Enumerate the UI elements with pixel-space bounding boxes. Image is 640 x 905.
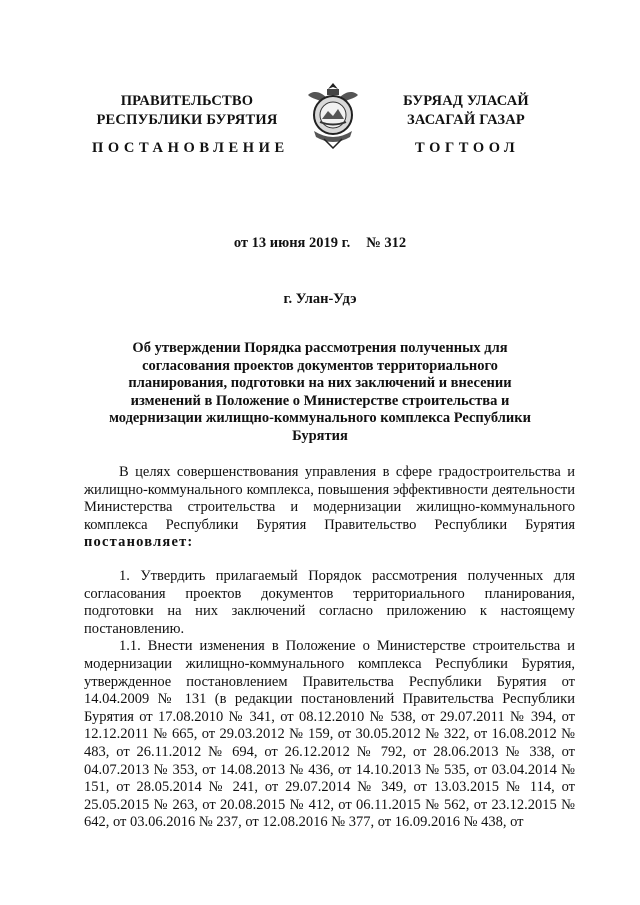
preamble-text: В целях совершенствования управления в сфере градостроительства и жилищно-коммунального комплекса, повышения эффективности деятельности Министерства строительства и модернизации жилищно-коммунального комплекса Республики Бурятия Правительство Республики Бурятия: [84, 464, 575, 533]
item-1-paragraph: 1. Утвердить прилагаемый Порядок рассмотрения полученных для согласования проектов документов территориального планирования, подготовки на них заключений согласно приложению к настоящему постановлению.: [84, 567, 575, 637]
coat-of-arms-emblem-icon: [300, 81, 366, 149]
date-line: [0, 235, 640, 252]
decree-subject-title: Об утверждении Порядка рассмотрения полученных для согласования проектов документов территориального планирования, подготовки на них заключений и внесении изменений в Положение о Министерстве строительства и модернизации жилищно-коммунального комплекса Республики Бурятия: [109, 340, 531, 444]
decree-title-ru: ПОСТАНОВЛЕНИЕ: [92, 140, 289, 156]
header-left-line2: РЕСПУБЛИКИ БУРЯТИЯ: [96, 112, 278, 128]
header-right-line2: ЗАСАГАЙ ГАЗАР: [407, 112, 525, 128]
item-1-1-paragraph: 1.1. Внести изменения в Положение о Министерстве строительства и модернизации жилищно-коммунального комплекса Республики Бурятия, утвержденное постановлением Правительства Республики Бурятия от 14.04.2009 № 131 (в редакции постановлений Правительства Республики Бурятия от 17.08.2010 № 341, от 08.12.2010 № 538, от 29.07.2011 № 394, от 12.12.2011 № 665, от 29.03.2012 № 159, от 30.05.2012 № 322, от 16.08.2012 № 483, от 26.11.2012 № 694, от 26.12.2012 № 792, от 28.06.2013 № 338, от 04.07.2013 № 353, от 14.08.2013 № 436, от 14.10.2013 № 535, от 03.04.2014 № 151, от 28.05.2014 № 241, от 29.07.2014 № 349, от 13.03.2015 № 114, от 25.05.2015 № 263, от 20.08.2015 № 412, от 06.11.2015 № 562, от 23.12.2015 № 642, от 03.06.2016 № 237, от 12.08.2016 № 377, от 16.09.2016 № 438, от: [84, 638, 575, 831]
decree-title-bua: ТОГТООЛ: [415, 140, 520, 156]
header-right-line1: БУРЯАД УЛАСАЙ: [403, 93, 529, 109]
header-left-block: [92, 92, 282, 130]
decree-number: № 312: [366, 235, 407, 251]
city-name: г. Улан-Удэ: [283, 291, 357, 307]
preamble-paragraph: [84, 464, 575, 552]
header-right-block: [380, 92, 552, 130]
document-body: [84, 464, 575, 832]
header-left-line1: ПРАВИТЕЛЬСТВО: [120, 93, 254, 109]
resolves-word: постановляет:: [84, 534, 194, 551]
decree-date: от 13 июня 2019 г.: [233, 235, 351, 251]
